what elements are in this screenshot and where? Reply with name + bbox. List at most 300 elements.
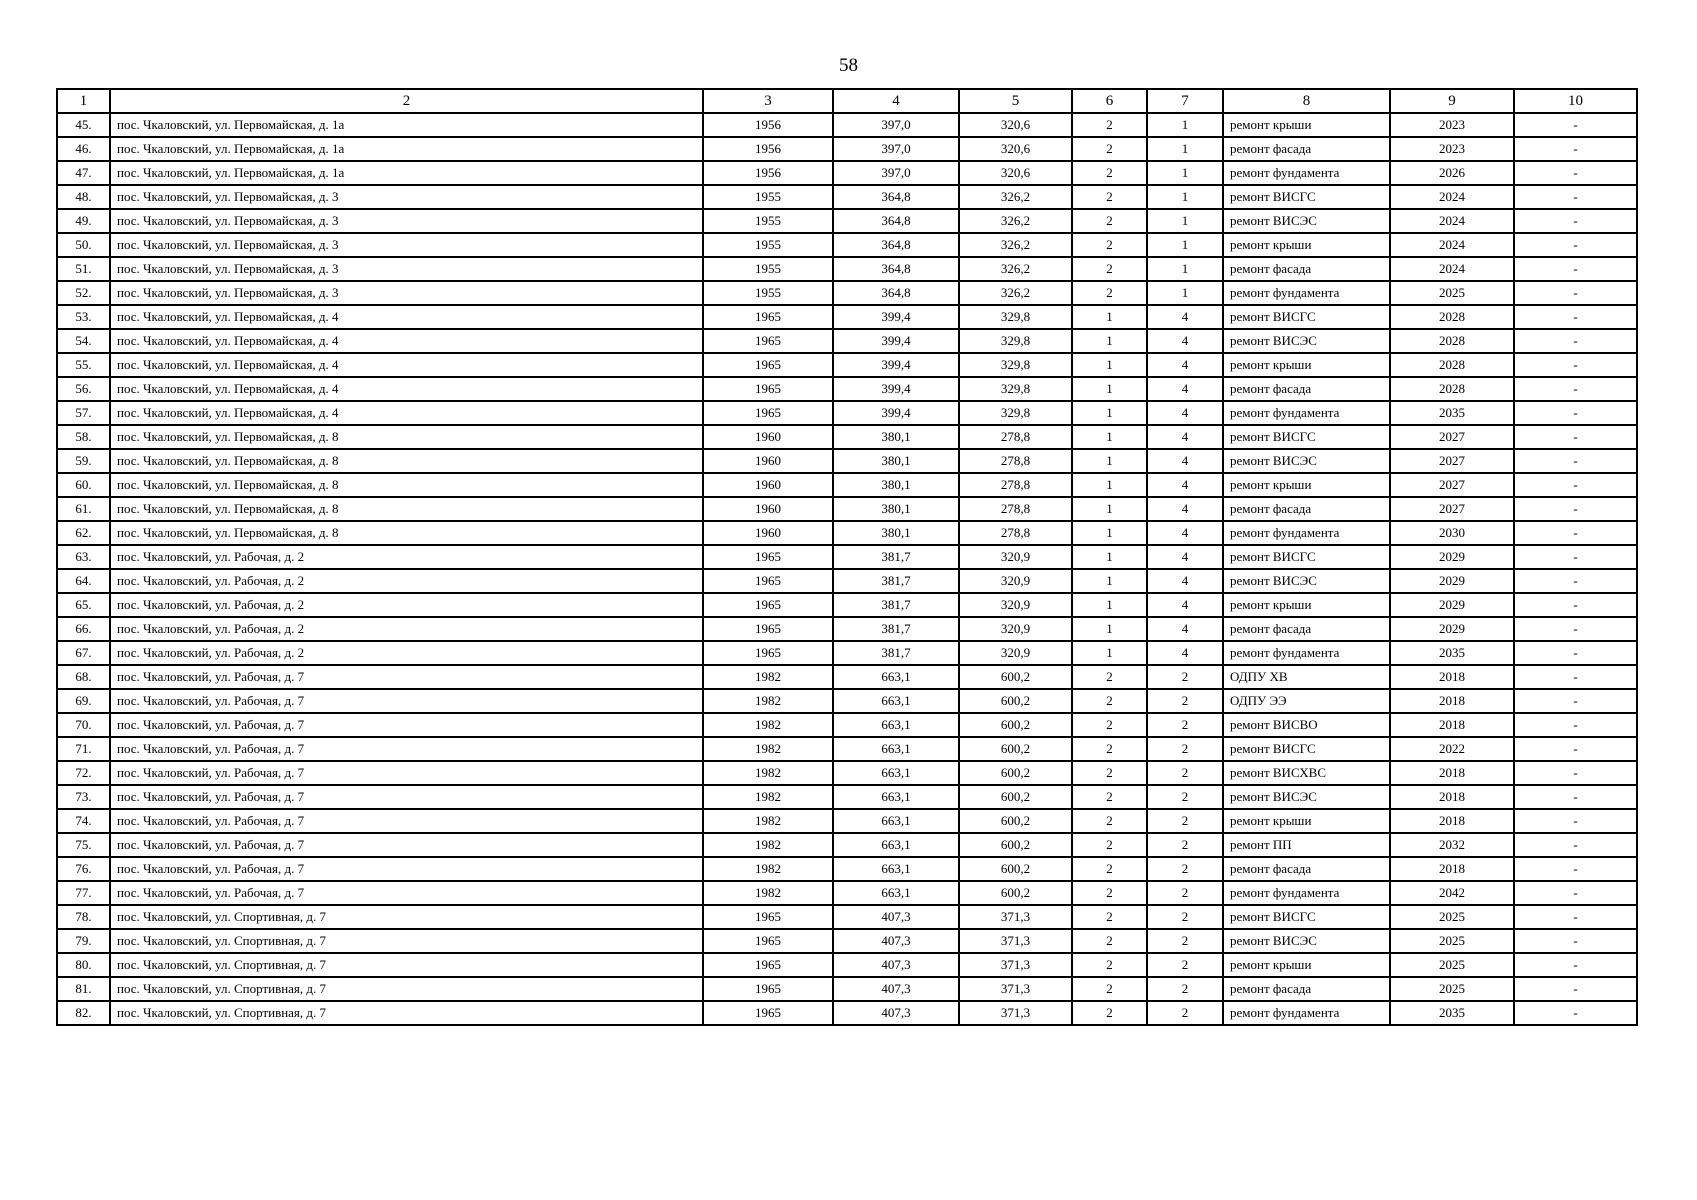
cell-entrances: 2 xyxy=(1147,809,1223,833)
cell-address: пос. Чкаловский, ул. Рабочая, д. 7 xyxy=(110,713,703,737)
cell-work-type: ремонт ВИСЭС xyxy=(1223,569,1390,593)
table-row xyxy=(57,905,1637,929)
cell-address: пос. Чкаловский, ул. Рабочая, д. 7 xyxy=(110,881,703,905)
cell-entrances: 2 xyxy=(1147,929,1223,953)
cell-row-number: 64. xyxy=(57,569,110,593)
cell-build-year: 1955 xyxy=(703,281,833,305)
cell-entrances: 2 xyxy=(1147,977,1223,1001)
cell-row-number: 77. xyxy=(57,881,110,905)
cell-address: пос. Чкаловский, ул. Рабочая, д. 7 xyxy=(110,665,703,689)
column-header-6: 6 xyxy=(1072,89,1147,113)
table-row xyxy=(57,833,1637,857)
cell-row-number: 69. xyxy=(57,689,110,713)
cell-work-type: ремонт фасада xyxy=(1223,377,1390,401)
cell-row-number: 70. xyxy=(57,713,110,737)
table-row xyxy=(57,233,1637,257)
cell-entrances: 4 xyxy=(1147,401,1223,425)
cell-entrances: 4 xyxy=(1147,593,1223,617)
cell-work-type: ремонт ВИСЭС xyxy=(1223,329,1390,353)
cell-build-year: 1960 xyxy=(703,473,833,497)
page-number: 58 xyxy=(839,55,858,76)
cell-work-type: ремонт ВИСВО xyxy=(1223,713,1390,737)
cell-note: - xyxy=(1514,401,1637,425)
table-row xyxy=(57,497,1637,521)
cell-build-year: 1965 xyxy=(703,353,833,377)
cell-address: пос. Чкаловский, ул. Первомайская, д. 4 xyxy=(110,329,703,353)
cell-work-type: ремонт ВИСГС xyxy=(1223,305,1390,329)
table-row xyxy=(57,425,1637,449)
cell-entrances: 2 xyxy=(1147,905,1223,929)
cell-living-area: 326,2 xyxy=(959,209,1072,233)
cell-work-type: ремонт ВИСХВС xyxy=(1223,761,1390,785)
cell-note: - xyxy=(1514,425,1637,449)
cell-total-area: 397,0 xyxy=(833,137,959,161)
cell-work-type: ремонт крыши xyxy=(1223,353,1390,377)
cell-build-year: 1965 xyxy=(703,929,833,953)
cell-living-area: 600,2 xyxy=(959,737,1072,761)
cell-row-number: 76. xyxy=(57,857,110,881)
cell-entrances: 4 xyxy=(1147,641,1223,665)
table-row xyxy=(57,209,1637,233)
cell-work-year: 2035 xyxy=(1390,401,1514,425)
cell-row-number: 54. xyxy=(57,329,110,353)
cell-row-number: 73. xyxy=(57,785,110,809)
cell-work-type: ремонт крыши xyxy=(1223,593,1390,617)
cell-entrances: 2 xyxy=(1147,713,1223,737)
cell-total-area: 663,1 xyxy=(833,665,959,689)
cell-living-area: 320,9 xyxy=(959,569,1072,593)
cell-total-area: 397,0 xyxy=(833,161,959,185)
cell-living-area: 326,2 xyxy=(959,185,1072,209)
cell-living-area: 278,8 xyxy=(959,521,1072,545)
cell-work-year: 2024 xyxy=(1390,209,1514,233)
cell-work-type: ремонт фундамента xyxy=(1223,281,1390,305)
cell-build-year: 1965 xyxy=(703,905,833,929)
cell-address: пос. Чкаловский, ул. Рабочая, д. 2 xyxy=(110,593,703,617)
cell-build-year: 1960 xyxy=(703,521,833,545)
cell-entrances: 2 xyxy=(1147,833,1223,857)
table-row xyxy=(57,977,1637,1001)
cell-work-year: 2018 xyxy=(1390,689,1514,713)
cell-note: - xyxy=(1514,305,1637,329)
cell-living-area: 600,2 xyxy=(959,881,1072,905)
column-header-4: 4 xyxy=(833,89,959,113)
cell-note: - xyxy=(1514,641,1637,665)
cell-row-number: 78. xyxy=(57,905,110,929)
cell-note: - xyxy=(1514,833,1637,857)
cell-row-number: 50. xyxy=(57,233,110,257)
cell-living-area: 371,3 xyxy=(959,929,1072,953)
cell-address: пос. Чкаловский, ул. Первомайская, д. 3 xyxy=(110,233,703,257)
cell-work-year: 2018 xyxy=(1390,857,1514,881)
cell-floors: 1 xyxy=(1072,593,1147,617)
cell-build-year: 1965 xyxy=(703,401,833,425)
cell-work-type: ремонт фасада xyxy=(1223,977,1390,1001)
cell-living-area: 278,8 xyxy=(959,497,1072,521)
cell-address: пос. Чкаловский, ул. Первомайская, д. 8 xyxy=(110,473,703,497)
cell-living-area: 278,8 xyxy=(959,449,1072,473)
cell-living-area: 278,8 xyxy=(959,473,1072,497)
table-row xyxy=(57,737,1637,761)
cell-address: пос. Чкаловский, ул. Первомайская, д. 3 xyxy=(110,281,703,305)
cell-work-year: 2028 xyxy=(1390,377,1514,401)
cell-note: - xyxy=(1514,593,1637,617)
repair-schedule-table xyxy=(56,88,1638,1026)
cell-work-year: 2025 xyxy=(1390,905,1514,929)
cell-entrances: 1 xyxy=(1147,281,1223,305)
cell-note: - xyxy=(1514,545,1637,569)
cell-row-number: 59. xyxy=(57,449,110,473)
cell-total-area: 399,4 xyxy=(833,329,959,353)
cell-note: - xyxy=(1514,185,1637,209)
table-row xyxy=(57,809,1637,833)
table-row xyxy=(57,449,1637,473)
cell-row-number: 80. xyxy=(57,953,110,977)
cell-row-number: 71. xyxy=(57,737,110,761)
cell-total-area: 407,3 xyxy=(833,953,959,977)
cell-work-type: ремонт ПП xyxy=(1223,833,1390,857)
column-header-7: 7 xyxy=(1147,89,1223,113)
cell-total-area: 399,4 xyxy=(833,305,959,329)
cell-address: пос. Чкаловский, ул. Спортивная, д. 7 xyxy=(110,905,703,929)
cell-living-area: 371,3 xyxy=(959,1001,1072,1025)
cell-work-year: 2027 xyxy=(1390,473,1514,497)
cell-row-number: 63. xyxy=(57,545,110,569)
cell-living-area: 329,8 xyxy=(959,377,1072,401)
cell-address: пос. Чкаловский, ул. Первомайская, д. 4 xyxy=(110,305,703,329)
table-row xyxy=(57,281,1637,305)
cell-floors: 2 xyxy=(1072,809,1147,833)
cell-floors: 1 xyxy=(1072,617,1147,641)
cell-floors: 1 xyxy=(1072,425,1147,449)
cell-address: пос. Чкаловский, ул. Первомайская, д. 8 xyxy=(110,521,703,545)
cell-address: пос. Чкаловский, ул. Рабочая, д. 2 xyxy=(110,545,703,569)
table-body xyxy=(57,113,1637,1025)
cell-floors: 2 xyxy=(1072,713,1147,737)
cell-address: пос. Чкаловский, ул. Первомайская, д. 4 xyxy=(110,377,703,401)
table-row xyxy=(57,785,1637,809)
cell-work-type: ремонт фасада xyxy=(1223,497,1390,521)
cell-note: - xyxy=(1514,689,1637,713)
cell-work-year: 2027 xyxy=(1390,449,1514,473)
cell-row-number: 58. xyxy=(57,425,110,449)
cell-build-year: 1965 xyxy=(703,617,833,641)
cell-total-area: 380,1 xyxy=(833,521,959,545)
cell-row-number: 56. xyxy=(57,377,110,401)
cell-address: пос. Чкаловский, ул. Рабочая, д. 7 xyxy=(110,737,703,761)
cell-floors: 1 xyxy=(1072,353,1147,377)
cell-note: - xyxy=(1514,953,1637,977)
table-row xyxy=(57,257,1637,281)
cell-work-year: 2024 xyxy=(1390,257,1514,281)
cell-entrances: 4 xyxy=(1147,449,1223,473)
table-row xyxy=(57,161,1637,185)
cell-total-area: 407,3 xyxy=(833,905,959,929)
cell-entrances: 1 xyxy=(1147,257,1223,281)
cell-work-type: ремонт фундамента xyxy=(1223,881,1390,905)
cell-row-number: 52. xyxy=(57,281,110,305)
cell-entrances: 4 xyxy=(1147,329,1223,353)
cell-floors: 2 xyxy=(1072,1001,1147,1025)
cell-address: пос. Чкаловский, ул. Рабочая, д. 7 xyxy=(110,833,703,857)
cell-living-area: 600,2 xyxy=(959,713,1072,737)
table-row xyxy=(57,521,1637,545)
cell-living-area: 600,2 xyxy=(959,857,1072,881)
cell-total-area: 663,1 xyxy=(833,785,959,809)
cell-work-year: 2030 xyxy=(1390,521,1514,545)
cell-total-area: 380,1 xyxy=(833,473,959,497)
cell-work-type: ремонт ВИСГС xyxy=(1223,905,1390,929)
cell-floors: 1 xyxy=(1072,401,1147,425)
column-header-1: 1 xyxy=(57,89,110,113)
cell-total-area: 364,8 xyxy=(833,233,959,257)
cell-floors: 2 xyxy=(1072,737,1147,761)
cell-note: - xyxy=(1514,329,1637,353)
cell-living-area: 600,2 xyxy=(959,761,1072,785)
cell-address: пос. Чкаловский, ул. Первомайская, д. 4 xyxy=(110,401,703,425)
cell-note: - xyxy=(1514,521,1637,545)
cell-floors: 2 xyxy=(1072,833,1147,857)
table-row xyxy=(57,473,1637,497)
cell-address: пос. Чкаловский, ул. Первомайская, д. 8 xyxy=(110,425,703,449)
cell-build-year: 1982 xyxy=(703,833,833,857)
cell-address: пос. Чкаловский, ул. Спортивная, д. 7 xyxy=(110,1001,703,1025)
cell-entrances: 2 xyxy=(1147,857,1223,881)
cell-build-year: 1965 xyxy=(703,641,833,665)
cell-living-area: 371,3 xyxy=(959,953,1072,977)
cell-row-number: 57. xyxy=(57,401,110,425)
cell-floors: 2 xyxy=(1072,113,1147,137)
cell-row-number: 46. xyxy=(57,137,110,161)
table-row xyxy=(57,569,1637,593)
cell-work-year: 2024 xyxy=(1390,233,1514,257)
cell-entrances: 4 xyxy=(1147,473,1223,497)
column-header-3: 3 xyxy=(703,89,833,113)
cell-total-area: 663,1 xyxy=(833,809,959,833)
cell-address: пос. Чкаловский, ул. Рабочая, д. 2 xyxy=(110,569,703,593)
table-row xyxy=(57,401,1637,425)
cell-total-area: 407,3 xyxy=(833,1001,959,1025)
table-row xyxy=(57,881,1637,905)
cell-row-number: 47. xyxy=(57,161,110,185)
cell-total-area: 407,3 xyxy=(833,977,959,1001)
cell-floors: 2 xyxy=(1072,881,1147,905)
cell-living-area: 329,8 xyxy=(959,353,1072,377)
table-row xyxy=(57,857,1637,881)
cell-note: - xyxy=(1514,1001,1637,1025)
cell-total-area: 399,4 xyxy=(833,401,959,425)
cell-total-area: 381,7 xyxy=(833,617,959,641)
cell-total-area: 663,1 xyxy=(833,713,959,737)
cell-total-area: 380,1 xyxy=(833,425,959,449)
cell-row-number: 68. xyxy=(57,665,110,689)
cell-work-year: 2018 xyxy=(1390,713,1514,737)
cell-work-year: 2035 xyxy=(1390,641,1514,665)
cell-row-number: 45. xyxy=(57,113,110,137)
cell-work-type: ремонт ВИСГС xyxy=(1223,545,1390,569)
cell-work-year: 2025 xyxy=(1390,977,1514,1001)
cell-total-area: 663,1 xyxy=(833,737,959,761)
cell-floors: 2 xyxy=(1072,161,1147,185)
cell-entrances: 4 xyxy=(1147,377,1223,401)
cell-note: - xyxy=(1514,473,1637,497)
cell-note: - xyxy=(1514,761,1637,785)
cell-living-area: 320,6 xyxy=(959,113,1072,137)
cell-work-type: ремонт фундамента xyxy=(1223,1001,1390,1025)
table-row xyxy=(57,641,1637,665)
cell-build-year: 1965 xyxy=(703,377,833,401)
cell-note: - xyxy=(1514,929,1637,953)
cell-work-type: ремонт ВИСГС xyxy=(1223,185,1390,209)
cell-note: - xyxy=(1514,785,1637,809)
cell-work-type: ремонт фасада xyxy=(1223,137,1390,161)
cell-work-type: ремонт крыши xyxy=(1223,809,1390,833)
cell-living-area: 600,2 xyxy=(959,833,1072,857)
cell-floors: 1 xyxy=(1072,641,1147,665)
cell-entrances: 4 xyxy=(1147,497,1223,521)
cell-note: - xyxy=(1514,449,1637,473)
cell-address: пос. Чкаловский, ул. Первомайская, д. 1а xyxy=(110,113,703,137)
cell-address: пос. Чкаловский, ул. Рабочая, д. 7 xyxy=(110,761,703,785)
cell-floors: 1 xyxy=(1072,449,1147,473)
cell-build-year: 1960 xyxy=(703,497,833,521)
cell-note: - xyxy=(1514,809,1637,833)
cell-build-year: 1982 xyxy=(703,713,833,737)
cell-note: - xyxy=(1514,905,1637,929)
cell-total-area: 663,1 xyxy=(833,761,959,785)
cell-total-area: 663,1 xyxy=(833,857,959,881)
cell-note: - xyxy=(1514,137,1637,161)
cell-floors: 1 xyxy=(1072,497,1147,521)
cell-address: пос. Чкаловский, ул. Первомайская, д. 4 xyxy=(110,353,703,377)
cell-address: пос. Чкаловский, ул. Первомайская, д. 8 xyxy=(110,497,703,521)
cell-floors: 2 xyxy=(1072,209,1147,233)
cell-total-area: 399,4 xyxy=(833,353,959,377)
cell-entrances: 2 xyxy=(1147,1001,1223,1025)
cell-work-year: 2018 xyxy=(1390,665,1514,689)
cell-row-number: 62. xyxy=(57,521,110,545)
table-row xyxy=(57,617,1637,641)
cell-floors: 1 xyxy=(1072,473,1147,497)
table-row xyxy=(57,545,1637,569)
cell-entrances: 1 xyxy=(1147,209,1223,233)
table-row xyxy=(57,377,1637,401)
cell-total-area: 364,8 xyxy=(833,185,959,209)
cell-note: - xyxy=(1514,257,1637,281)
cell-work-type: ремонт ВИСЭС xyxy=(1223,209,1390,233)
cell-address: пос. Чкаловский, ул. Первомайская, д. 3 xyxy=(110,257,703,281)
cell-work-year: 2027 xyxy=(1390,497,1514,521)
cell-work-year: 2018 xyxy=(1390,809,1514,833)
cell-floors: 2 xyxy=(1072,857,1147,881)
cell-row-number: 60. xyxy=(57,473,110,497)
cell-total-area: 663,1 xyxy=(833,689,959,713)
cell-entrances: 2 xyxy=(1147,953,1223,977)
cell-work-type: ремонт крыши xyxy=(1223,113,1390,137)
cell-work-year: 2029 xyxy=(1390,545,1514,569)
cell-total-area: 364,8 xyxy=(833,281,959,305)
cell-build-year: 1955 xyxy=(703,233,833,257)
cell-living-area: 329,8 xyxy=(959,329,1072,353)
cell-floors: 2 xyxy=(1072,281,1147,305)
cell-build-year: 1955 xyxy=(703,257,833,281)
cell-living-area: 320,9 xyxy=(959,617,1072,641)
table-row xyxy=(57,665,1637,689)
cell-build-year: 1982 xyxy=(703,881,833,905)
cell-entrances: 4 xyxy=(1147,521,1223,545)
cell-work-year: 2035 xyxy=(1390,1001,1514,1025)
cell-entrances: 1 xyxy=(1147,185,1223,209)
cell-total-area: 397,0 xyxy=(833,113,959,137)
cell-work-type: ремонт фундамента xyxy=(1223,401,1390,425)
cell-build-year: 1965 xyxy=(703,1001,833,1025)
cell-row-number: 75. xyxy=(57,833,110,857)
cell-living-area: 600,2 xyxy=(959,689,1072,713)
cell-row-number: 72. xyxy=(57,761,110,785)
cell-address: пос. Чкаловский, ул. Спортивная, д. 7 xyxy=(110,953,703,977)
cell-row-number: 65. xyxy=(57,593,110,617)
table-row xyxy=(57,137,1637,161)
cell-entrances: 4 xyxy=(1147,353,1223,377)
cell-row-number: 82. xyxy=(57,1001,110,1025)
cell-floors: 2 xyxy=(1072,761,1147,785)
cell-row-number: 74. xyxy=(57,809,110,833)
cell-floors: 1 xyxy=(1072,521,1147,545)
cell-total-area: 407,3 xyxy=(833,929,959,953)
cell-floors: 2 xyxy=(1072,665,1147,689)
cell-note: - xyxy=(1514,209,1637,233)
cell-living-area: 600,2 xyxy=(959,785,1072,809)
cell-entrances: 4 xyxy=(1147,305,1223,329)
cell-work-type: ремонт ВИСЭС xyxy=(1223,929,1390,953)
cell-work-year: 2018 xyxy=(1390,761,1514,785)
cell-floors: 1 xyxy=(1072,305,1147,329)
cell-build-year: 1956 xyxy=(703,137,833,161)
table-row xyxy=(57,113,1637,137)
cell-total-area: 381,7 xyxy=(833,593,959,617)
cell-living-area: 371,3 xyxy=(959,905,1072,929)
cell-address: пос. Чкаловский, ул. Первомайская, д. 8 xyxy=(110,449,703,473)
table-row xyxy=(57,929,1637,953)
cell-living-area: 320,9 xyxy=(959,641,1072,665)
cell-entrances: 4 xyxy=(1147,569,1223,593)
cell-floors: 2 xyxy=(1072,137,1147,161)
cell-work-year: 2028 xyxy=(1390,305,1514,329)
table-row xyxy=(57,593,1637,617)
cell-note: - xyxy=(1514,233,1637,257)
cell-address: пос. Чкаловский, ул. Рабочая, д. 7 xyxy=(110,857,703,881)
table-row xyxy=(57,1001,1637,1025)
cell-row-number: 81. xyxy=(57,977,110,1001)
cell-work-type: ремонт фундамента xyxy=(1223,641,1390,665)
cell-living-area: 326,2 xyxy=(959,233,1072,257)
cell-build-year: 1982 xyxy=(703,761,833,785)
cell-living-area: 326,2 xyxy=(959,257,1072,281)
cell-build-year: 1955 xyxy=(703,185,833,209)
cell-entrances: 4 xyxy=(1147,617,1223,641)
cell-row-number: 48. xyxy=(57,185,110,209)
cell-entrances: 2 xyxy=(1147,761,1223,785)
cell-entrances: 2 xyxy=(1147,689,1223,713)
cell-work-year: 2025 xyxy=(1390,281,1514,305)
table-row xyxy=(57,185,1637,209)
cell-floors: 1 xyxy=(1072,377,1147,401)
cell-work-year: 2018 xyxy=(1390,785,1514,809)
cell-address: пос. Чкаловский, ул. Рабочая, д. 7 xyxy=(110,809,703,833)
cell-row-number: 51. xyxy=(57,257,110,281)
cell-address: пос. Чкаловский, ул. Рабочая, д. 2 xyxy=(110,617,703,641)
cell-floors: 1 xyxy=(1072,569,1147,593)
